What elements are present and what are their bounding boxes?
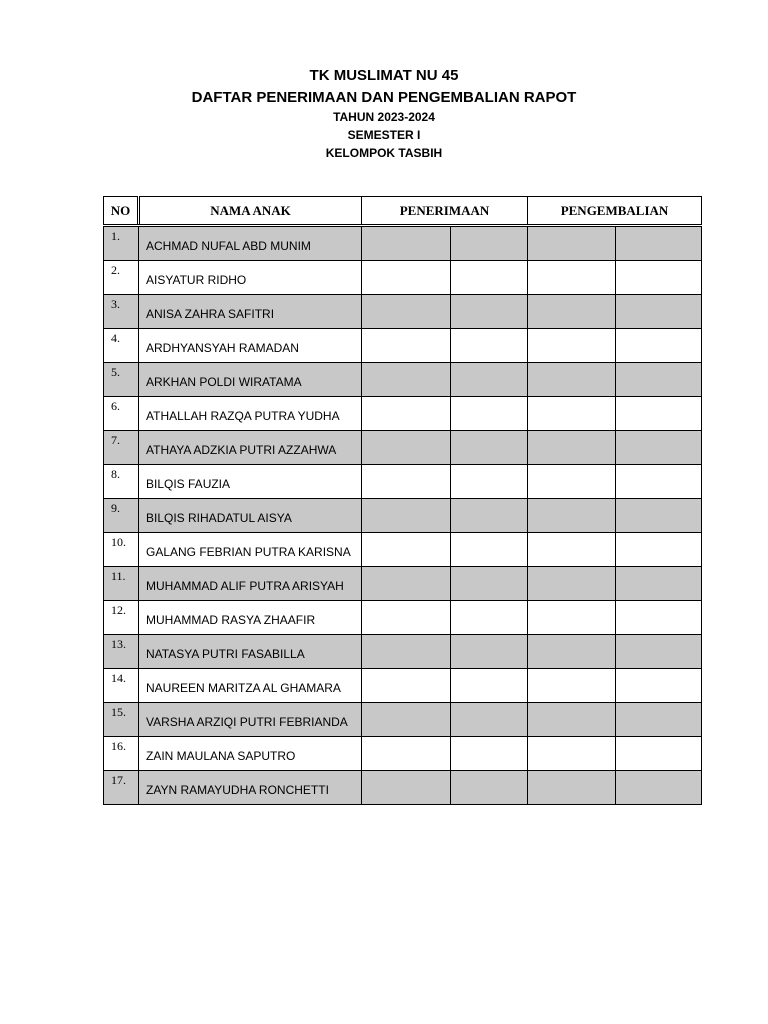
pengembalian-date-cell [528, 703, 616, 737]
penerimaan-signature-cell [451, 669, 528, 703]
row-number: 10. [104, 533, 139, 567]
report-card-roster-table [103, 196, 702, 805]
pengembalian-date-cell [528, 737, 616, 771]
pengembalian-signature-cell [616, 261, 702, 295]
pengembalian-signature-cell [616, 431, 702, 465]
student-name: ANISA ZAHRA SAFITRI [139, 295, 362, 329]
penerimaan-date-cell [362, 567, 451, 601]
penerimaan-date-cell [362, 601, 451, 635]
pengembalian-signature-cell [616, 601, 702, 635]
penerimaan-signature-cell [451, 635, 528, 669]
penerimaan-signature-cell [451, 533, 528, 567]
penerimaan-signature-cell [451, 567, 528, 601]
penerimaan-date-cell [362, 295, 451, 329]
pengembalian-date-cell [528, 295, 616, 329]
pengembalian-date-cell [528, 601, 616, 635]
column-header-no: NO [104, 197, 139, 226]
student-name: ATHALLAH RAZQA PUTRA YUDHA [139, 397, 362, 431]
column-header-name: NAMA ANAK [139, 197, 362, 226]
pengembalian-date-cell [528, 226, 616, 261]
pengembalian-signature-cell [616, 329, 702, 363]
row-number: 14. [104, 669, 139, 703]
pengembalian-signature-cell [616, 737, 702, 771]
pengembalian-date-cell [528, 329, 616, 363]
penerimaan-signature-cell [451, 329, 528, 363]
pengembalian-date-cell [528, 499, 616, 533]
table-row [104, 397, 702, 431]
pengembalian-signature-cell [616, 533, 702, 567]
table-row [104, 601, 702, 635]
student-name: GALANG FEBRIAN PUTRA KARISNA [139, 533, 362, 567]
penerimaan-date-cell [362, 703, 451, 737]
row-number: 6. [104, 397, 139, 431]
pengembalian-signature-cell [616, 363, 702, 397]
student-name: ATHAYA ADZKIA PUTRI AZZAHWA [139, 431, 362, 465]
row-number: 16. [104, 737, 139, 771]
row-number: 2. [104, 261, 139, 295]
pengembalian-date-cell [528, 669, 616, 703]
row-number: 7. [104, 431, 139, 465]
penerimaan-date-cell [362, 226, 451, 261]
pengembalian-date-cell [528, 431, 616, 465]
penerimaan-date-cell [362, 669, 451, 703]
row-number: 1. [104, 226, 139, 261]
student-name: ZAYN RAMAYUDHA RONCHETTI [139, 771, 362, 805]
table-row [104, 363, 702, 397]
student-name: ZAIN MAULANA SAPUTRO [139, 737, 362, 771]
pengembalian-date-cell [528, 397, 616, 431]
column-header-pengembalian: PENGEMBALIAN [528, 197, 702, 226]
penerimaan-signature-cell [451, 397, 528, 431]
table-row [104, 567, 702, 601]
student-name: MUHAMMAD RASYA ZHAAFIR [139, 601, 362, 635]
penerimaan-signature-cell [451, 601, 528, 635]
student-name: MUHAMMAD ALIF PUTRA ARISYAH [139, 567, 362, 601]
table-row [104, 499, 702, 533]
student-name: ACHMAD NUFAL ABD MUNIM [139, 226, 362, 261]
student-name: BILQIS FAUZIA [139, 465, 362, 499]
penerimaan-signature-cell [451, 771, 528, 805]
row-number: 5. [104, 363, 139, 397]
penerimaan-date-cell [362, 397, 451, 431]
roster-body [104, 226, 702, 805]
pengembalian-signature-cell [616, 226, 702, 261]
table-row [104, 771, 702, 805]
row-number: 8. [104, 465, 139, 499]
table-row [104, 295, 702, 329]
pengembalian-signature-cell [616, 669, 702, 703]
pengembalian-signature-cell [616, 499, 702, 533]
pengembalian-signature-cell [616, 465, 702, 499]
penerimaan-date-cell [362, 533, 451, 567]
penerimaan-signature-cell [451, 465, 528, 499]
pengembalian-date-cell [528, 771, 616, 805]
student-name: NAUREEN MARITZA AL GHAMARA [139, 669, 362, 703]
table-row [104, 533, 702, 567]
penerimaan-date-cell [362, 329, 451, 363]
table-row [104, 635, 702, 669]
penerimaan-signature-cell [451, 499, 528, 533]
row-number: 17. [104, 771, 139, 805]
document-header [0, 68, 768, 165]
student-name: ARKHAN POLDI WIRATAMA [139, 363, 362, 397]
student-name: VARSHA ARZIQI PUTRI FEBRIANDA [139, 703, 362, 737]
penerimaan-date-cell [362, 261, 451, 295]
table-row [104, 669, 702, 703]
student-name: BILQIS RIHADATUL AISYA [139, 499, 362, 533]
academic-year: TAHUN 2023-2024 [333, 110, 435, 124]
row-number: 4. [104, 329, 139, 363]
penerimaan-date-cell [362, 499, 451, 533]
group-label: KELOMPOK TASBIH [325, 146, 443, 160]
penerimaan-signature-cell [451, 261, 528, 295]
pengembalian-signature-cell [616, 567, 702, 601]
penerimaan-date-cell [362, 635, 451, 669]
pengembalian-signature-cell [616, 771, 702, 805]
document-title: DAFTAR PENERIMAAN DAN PENGEMBALIAN RAPOT [191, 89, 577, 106]
table-row [104, 329, 702, 363]
pengembalian-signature-cell [616, 703, 702, 737]
penerimaan-signature-cell [451, 295, 528, 329]
row-number: 3. [104, 295, 139, 329]
penerimaan-signature-cell [451, 703, 528, 737]
pengembalian-signature-cell [616, 397, 702, 431]
pengembalian-date-cell [528, 567, 616, 601]
penerimaan-date-cell [362, 737, 451, 771]
table-row [104, 226, 702, 261]
column-header-penerimaan: PENERIMAAN [362, 197, 528, 226]
semester-label: SEMESTER I [347, 128, 421, 142]
pengembalian-signature-cell [616, 635, 702, 669]
penerimaan-signature-cell [451, 226, 528, 261]
student-name: ARDHYANSYAH RAMADAN [139, 329, 362, 363]
table-row [104, 703, 702, 737]
penerimaan-date-cell [362, 363, 451, 397]
table-row [104, 737, 702, 771]
table-row [104, 465, 702, 499]
pengembalian-date-cell [528, 363, 616, 397]
row-number: 13. [104, 635, 139, 669]
row-number: 15. [104, 703, 139, 737]
student-name: NATASYA PUTRI FASABILLA [139, 635, 362, 669]
school-name: TK MUSLIMAT NU 45 [309, 67, 459, 84]
table-row [104, 431, 702, 465]
penerimaan-signature-cell [451, 431, 528, 465]
table-header-row [104, 197, 702, 226]
student-name: AISYATUR RIDHO [139, 261, 362, 295]
pengembalian-date-cell [528, 635, 616, 669]
penerimaan-date-cell [362, 465, 451, 499]
row-number: 12. [104, 601, 139, 635]
penerimaan-date-cell [362, 431, 451, 465]
pengembalian-date-cell [528, 261, 616, 295]
pengembalian-date-cell [528, 533, 616, 567]
row-number: 11. [104, 567, 139, 601]
row-number: 9. [104, 499, 139, 533]
penerimaan-signature-cell [451, 363, 528, 397]
table-row [104, 261, 702, 295]
penerimaan-signature-cell [451, 737, 528, 771]
pengembalian-signature-cell [616, 295, 702, 329]
penerimaan-date-cell [362, 771, 451, 805]
pengembalian-date-cell [528, 465, 616, 499]
